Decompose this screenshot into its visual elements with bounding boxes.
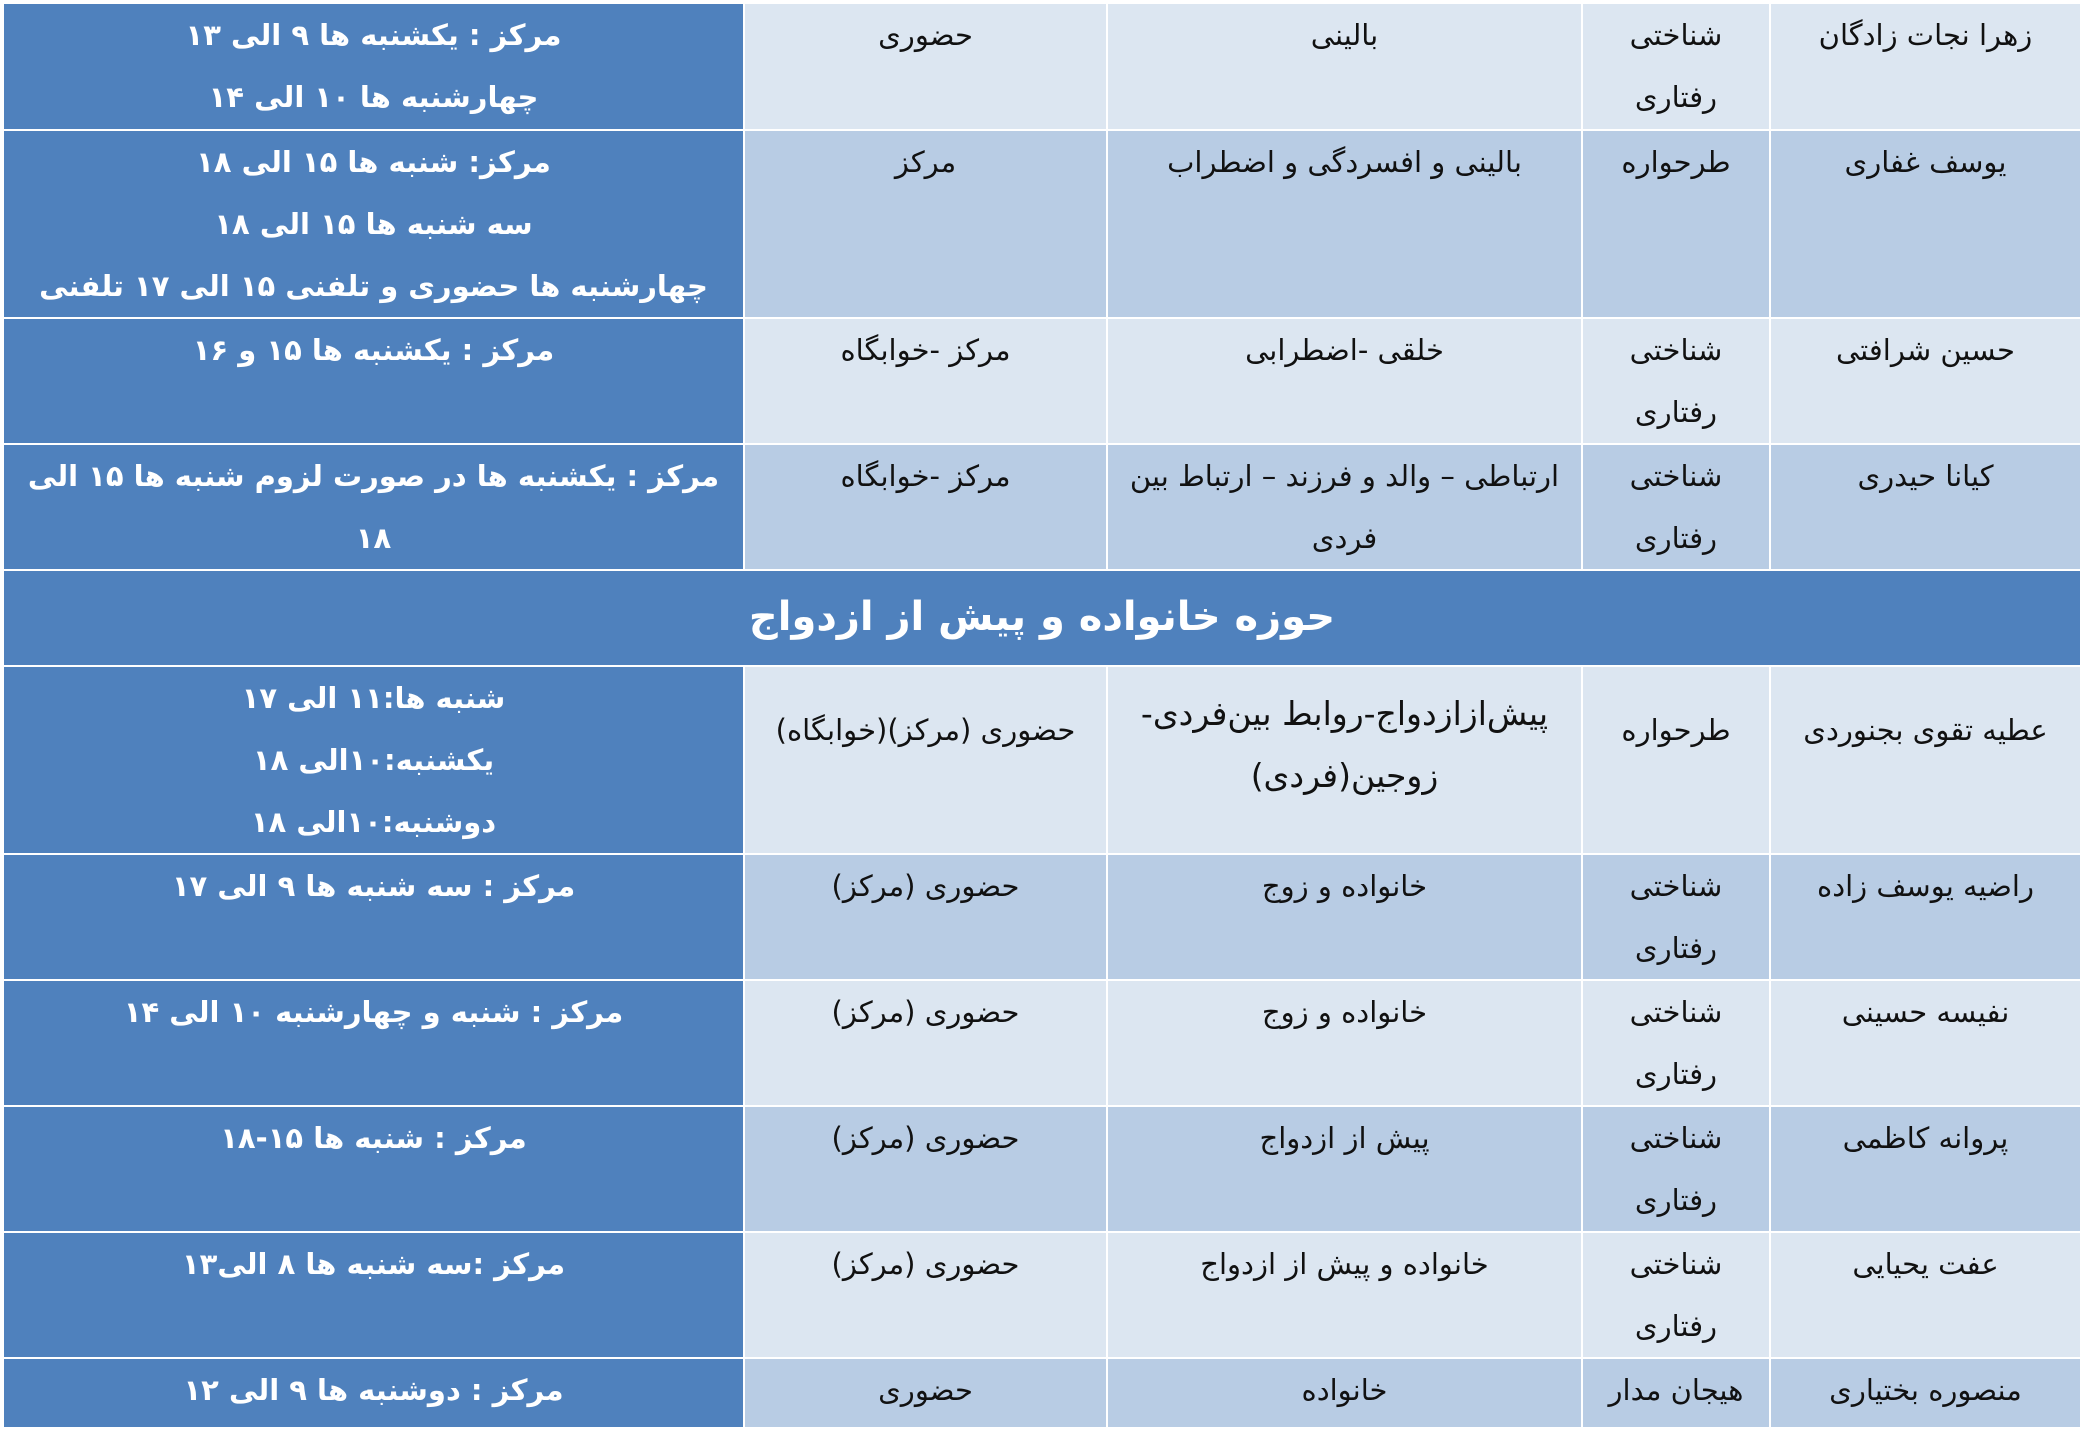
area-cell <box>1107 130 1582 318</box>
counselor-name: یوسف غفاری <box>1770 130 2081 318</box>
counselor-name: عطیه تقوی بجنوردی <box>1770 666 2081 854</box>
area-cell <box>1107 1106 1582 1232</box>
approach-cell <box>1582 980 1770 1106</box>
area-cell <box>1107 318 1582 444</box>
schedule-line: مرکز : یکشنبه ها ۱۵ و ۱۶ <box>192 333 555 367</box>
schedule-line: مرکز: شنبه ها ۱۵ الی ۱۸ <box>196 145 551 179</box>
approach-cell <box>1582 1358 1770 1428</box>
approach-line: رفتاری <box>1634 1057 1718 1091</box>
schedule-cell <box>3 130 744 318</box>
schedule-cell <box>3 1358 744 1428</box>
mode-cell: حضوری (مرکز)(خوابگاه) <box>744 666 1107 854</box>
area-line: خانواده و پیش از ازدواج <box>1200 1247 1489 1281</box>
approach-line: شناختی <box>1629 869 1723 903</box>
schedule-cell <box>3 666 744 854</box>
schedule-cell <box>3 1106 744 1232</box>
area-cell <box>1107 980 1582 1106</box>
schedule-line: مرکز : یکشنبه ها در صورت لزوم شنبه ها ۱۵ الی ۱۸ <box>27 459 720 555</box>
area-line: خلقی -اضطرابی <box>1245 333 1444 367</box>
approach-line: شناختی <box>1629 1247 1723 1281</box>
approach-line: رفتاری <box>1634 1183 1718 1217</box>
schedule-line: مرکز :سه شنبه ها ۸ الی۱۳ <box>181 1247 566 1281</box>
approach-line: طرحواره <box>1621 713 1731 747</box>
schedule-line: چهارشنبه ها حضوری و تلفنی ۱۵ الی ۱۷ تلفنی <box>39 269 708 303</box>
area-cell <box>1107 444 1582 570</box>
area-cell <box>1107 1232 1582 1358</box>
schedule-cell <box>3 3 744 130</box>
approach-cell <box>1582 1106 1770 1232</box>
schedule-line: مرکز : یکشنبه ها ۹ الی ۱۳ <box>185 18 562 52</box>
approach-cell <box>1582 318 1770 444</box>
approach-line: رفتاری <box>1634 521 1718 555</box>
table-row <box>3 666 2081 854</box>
area-cell <box>1107 1358 1582 1428</box>
area-line: پیش‌ازازدواج-روابط بین‌فردی- <box>1140 694 1549 733</box>
area-line: زوجین(فردی) <box>1250 756 1439 795</box>
approach-line: رفتاری <box>1634 395 1718 429</box>
mode-cell: مرکز -خوابگاه <box>744 318 1107 444</box>
approach-line: طرحواره <box>1621 145 1731 179</box>
section-row <box>3 570 2081 666</box>
mode-cell: مرکز -خوابگاه <box>744 444 1107 570</box>
counselor-name: حسین شرافتی <box>1770 318 2081 444</box>
area-line: ارتباطی – والد و فرزند – ارتباط بین <box>1129 459 1560 493</box>
approach-line: رفتاری <box>1634 1309 1718 1343</box>
table-row <box>3 1232 2081 1358</box>
counselor-table <box>2 2 2082 1429</box>
approach-line: شناختی <box>1629 459 1723 493</box>
approach-line: هیجان مدار <box>1608 1373 1744 1407</box>
table-row <box>3 854 2081 980</box>
schedule-cell <box>3 318 744 444</box>
approach-cell <box>1582 444 1770 570</box>
schedule-line: شنبه ها:۱۱ الی ۱۷ <box>241 681 506 715</box>
schedule-cell <box>3 980 744 1106</box>
schedule-line: چهارشنبه ها ۱۰ الی ۱۴ <box>208 80 539 114</box>
area-line: فردی <box>1311 521 1378 555</box>
approach-line: شناختی <box>1629 333 1723 367</box>
mode-cell: حضوری (مرکز) <box>744 1106 1107 1232</box>
area-cell <box>1107 666 1582 854</box>
schedule-line: سه شنبه ها ۱۵ الی ۱۸ <box>214 207 533 241</box>
approach-line: شناختی <box>1629 1121 1723 1155</box>
mode-cell: حضوری (مرکز) <box>744 854 1107 980</box>
area-line: بالینی و افسردگی و اضطراب <box>1167 145 1522 179</box>
schedule-cell <box>3 854 744 980</box>
table-row <box>3 130 2081 318</box>
mode-cell: حضوری <box>744 1358 1107 1428</box>
schedule-cell <box>3 444 744 570</box>
schedule-cell <box>3 1232 744 1358</box>
schedule-line: یکشنبه:۱۰الی ۱۸ <box>252 743 495 777</box>
area-cell <box>1107 3 1582 130</box>
counselor-name: پروانه کاظمی <box>1770 1106 2081 1232</box>
area-line: پیش از ازدواج <box>1259 1121 1430 1155</box>
approach-line: رفتاری <box>1634 931 1718 965</box>
area-line: خانواده و زوج <box>1261 995 1428 1029</box>
schedule-line: مرکز : شنبه و چهارشنبه ۱۰ الی ۱۴ <box>123 995 624 1029</box>
counselor-name: کیانا حیدری <box>1770 444 2081 570</box>
table-row <box>3 980 2081 1106</box>
table-row <box>3 1106 2081 1232</box>
approach-cell <box>1582 854 1770 980</box>
table-row <box>3 3 2081 130</box>
counselor-name: عفت یحیایی <box>1770 1232 2081 1358</box>
mode-cell: حضوری (مرکز) <box>744 980 1107 1106</box>
approach-cell <box>1582 3 1770 130</box>
counselor-name: زهرا نجات زادگان <box>1770 3 2081 130</box>
approach-line: شناختی <box>1629 18 1723 52</box>
approach-cell <box>1582 1232 1770 1358</box>
area-line: خانواده <box>1301 1373 1388 1407</box>
mode-cell: حضوری <box>744 3 1107 130</box>
table-row <box>3 318 2081 444</box>
approach-cell <box>1582 666 1770 854</box>
section-title: حوزه خانواده و پیش از ازدواج <box>3 570 2081 666</box>
approach-line: رفتاری <box>1634 80 1718 114</box>
area-line: خانواده و زوج <box>1261 869 1428 903</box>
table-row <box>3 444 2081 570</box>
table-row <box>3 1358 2081 1428</box>
counselor-name: منصوره بختیاری <box>1770 1358 2081 1428</box>
schedule-line: مرکز : شنبه ها ۱۵-۱۸ <box>220 1121 527 1155</box>
schedule-line: دوشنبه:۱۰الی ۱۸ <box>250 805 497 839</box>
counselor-name: راضیه یوسف زاده <box>1770 854 2081 980</box>
schedule-line: مرکز : سه شنبه ها ۹ الی ۱۷ <box>171 869 576 903</box>
area-cell <box>1107 854 1582 980</box>
mode-cell: حضوری (مرکز) <box>744 1232 1107 1358</box>
area-line: بالینی <box>1310 18 1379 52</box>
schedule-line: مرکز : دوشنبه ها ۹ الی ۱۲ <box>183 1373 564 1407</box>
approach-cell <box>1582 130 1770 318</box>
mode-cell: مرکز <box>744 130 1107 318</box>
approach-line: شناختی <box>1629 995 1723 1029</box>
counselor-name: نفیسه حسینی <box>1770 980 2081 1106</box>
